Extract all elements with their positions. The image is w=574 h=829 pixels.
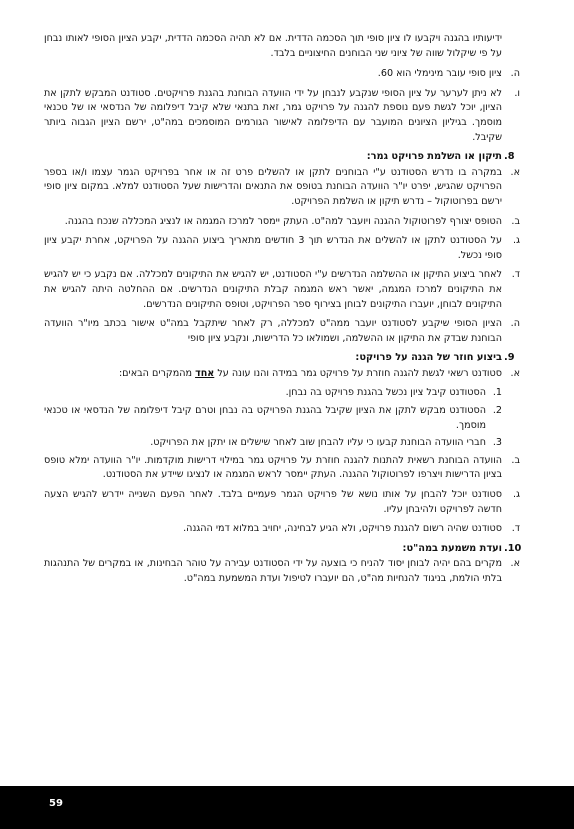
item-text: הוועדה הבוחנת רשאית להתנות להגנה חוזרת על פרויקט גמר במילוי דרישות מוקדמות. יו"ר הוועדה ימלא טופס בציון הדרישות ויצרפו לפרוטוקול ההגנה. העתק יימסר לראש המגמה או לנציגו שיידע את הסטודנט. xyxy=(44,454,502,481)
item-marker: א. xyxy=(510,558,520,570)
list-item xyxy=(44,367,532,382)
section-number: 10. xyxy=(504,542,522,554)
item-text-after: מהמקרים הבאים: xyxy=(118,367,196,379)
list-item xyxy=(44,87,532,145)
item-text: על הסטודנט לתקן או להשלים את הנדרש תוך 3 חודשים מתאריך ביצוע ההגנה על הפרויקט, אחרת יקבע ציון סופי נכשל. xyxy=(44,235,502,261)
item-text: לאחר ביצוע התיקון או ההשלמה הנדרשים ע"י הסטודנט, יש להגיש את התיקונים למכללה. אם נקבע כי יש להגיש את התיקונים למרכז המגמה, יאשר ראש המגמה קבלת התיקונים הנדרשים. אם ההחלטה היתה להגיש את התיקונים לבוחן, יועברו התיקונים לבוחן בצירוף ספר הפרויקט, וטופס התיקונים הנדרשים. xyxy=(44,269,502,310)
sub-item-marker: 2. xyxy=(492,405,502,417)
item-text: סטודנט יוכל להבחן על אותו נושא של פרויקט הגמר פעמיים בלבד. לאחר הפעם השנייה יידרש להגיש הצעה חדשה לפרויקט ולהיבחן עליו. xyxy=(44,489,502,515)
item-text: סטודנט שהיה רשום להגנת פרויקט, ולא הגיע לבחינה, יחויב במלוא דמי ההגנה. xyxy=(183,523,502,535)
item-text: הטופס יצורף לפרוטוקול ההגנה ויועבר למה"ט. העתק יימסר למרכז המגמה או לנציג המכללה שנכח בהגנה. xyxy=(64,215,502,227)
section-number: 9. xyxy=(504,352,515,364)
list-item xyxy=(44,522,532,537)
item-marker: א. xyxy=(510,367,520,379)
sub-item xyxy=(44,404,532,433)
sub-item-marker: 1. xyxy=(492,387,502,399)
section-title: ועדת משמעת במה"ט: xyxy=(402,542,502,554)
item-marker: ה. xyxy=(510,68,520,80)
item-text: במקרה בו נדרש הסטודנט ע"י הבוחנים לתקן או להשלים פרט זה או אחר בפרויקט הגמר עצמו ו/או בספר הפרויקט שהגיש, יפרט יו"ר הוועדה הבוחנת בטופס את התנאים והדרישות שעל הסטודנט למלא. במקום ציון סופי ירשם בפרוטוקול – נדרש תיקון או השלמת הפרויקט. xyxy=(44,166,502,207)
intro-paragraph: ידיעותיו בהגנה ויקבעו לו ציון סופי תוך הסכמה הדדית. אם לא תהיה הסכמה הדדית, יקבע הציון הסופי לאותו נבחן על פי שיקלול שווה של ציוני שני הבוחנים החיצוניים בלבד. xyxy=(44,33,502,59)
section-heading-9 xyxy=(44,351,532,366)
page-number: 59 xyxy=(49,798,63,809)
item-text-before: סטודנט רשאי לגשת להגנה חוזרת על פרויקט גמר במידה והנו עונה על xyxy=(214,367,502,379)
item-text: מקרים בהם יהיה לבוחן יסוד להניח כי בוצעה על ידי הסטודנט עבירה על טוהר הבחינות, או במקרים של התנהגות בלתי הולמת, בניגוד להנחיות מה"ט, הם יועברו לטיפול ועדת המשמעת במה"ט. xyxy=(44,558,502,584)
sub-item-marker: 3. xyxy=(492,437,502,449)
item-text: ציון סופי עובר מינימלי הוא 60. xyxy=(377,68,502,80)
item-marker: ה. xyxy=(510,318,520,330)
list-item xyxy=(44,488,532,517)
sub-item xyxy=(44,386,532,401)
emphasized-word: אחד xyxy=(195,367,215,379)
item-text: לא ניתן לערער על ציון הסופי שנקבע לנבחן על ידי הוועדה הבוחנת בהגנת פרויקטים. סטודנט המבקש לתקן את הציון, יוכל לגשת פעם נוספת להגנה על פרויקט גמר, זאת בתנאי שלא קיבל דיפלומה של הנדסאי או של טכנאי מוסמך. בגיליון הציונים המועבר עם הדיפלומה לאישור הגורמים המוסמכים במה"ט, ירשם הציון הגבוה ביותר שקיבל. xyxy=(44,87,502,143)
section-title: ביצוע חוזר של הגנה על פרויקט: xyxy=(355,352,502,364)
item-marker: ו. xyxy=(514,87,520,99)
section-heading-8 xyxy=(44,150,532,165)
item-marker: ד. xyxy=(511,269,520,281)
item-marker: ד. xyxy=(511,523,520,535)
list-item xyxy=(44,67,532,82)
list-item xyxy=(44,557,532,586)
list-item xyxy=(44,215,532,230)
sub-item-text: חברי הוועדה הבוחנת קבעו כי עליו להבחן שוב לאחר שישלים או יתקן את הפרויקט. xyxy=(150,437,486,449)
item-marker: ב. xyxy=(511,454,520,466)
sub-item-text: הסטודנט מבקש לתקן את הציון שקיבל בהגנת הפרויקט בה נבחן וטרם קיבל דיפלומה של הנדסאי או טכנאי מוסמך. xyxy=(44,405,486,431)
list-item xyxy=(44,317,532,346)
sub-item xyxy=(44,436,532,451)
document-body xyxy=(44,32,532,592)
list-item xyxy=(44,166,532,210)
sub-item-text: הסטודנט קיבל ציון נכשל בהגנת פרויקט בה נבחן. xyxy=(285,387,486,399)
list-item xyxy=(44,454,532,483)
item-marker: ב. xyxy=(511,215,520,227)
item-marker: ג. xyxy=(512,489,520,501)
item-marker: ג. xyxy=(512,235,520,247)
page-footer-bar xyxy=(0,786,574,829)
list-item xyxy=(44,234,532,263)
item-marker: א. xyxy=(510,166,520,178)
section-heading-10 xyxy=(44,542,532,557)
list-item xyxy=(44,268,532,312)
section-number: 8. xyxy=(504,151,515,163)
section-title: תיקון או השלמת פרויקט גמר: xyxy=(366,151,502,163)
item-text: הציון הסופי שיקבע לסטודנט יועבר ממה"ט למכללה, רק לאחר שיתקבל במה"ט אישור בכתב מיו"ר הוועדה הבוחנת שבדק את התיקון או ההשלמה, ושמולאו כל הדרישות, ונקבע ציון סופי xyxy=(44,318,502,344)
